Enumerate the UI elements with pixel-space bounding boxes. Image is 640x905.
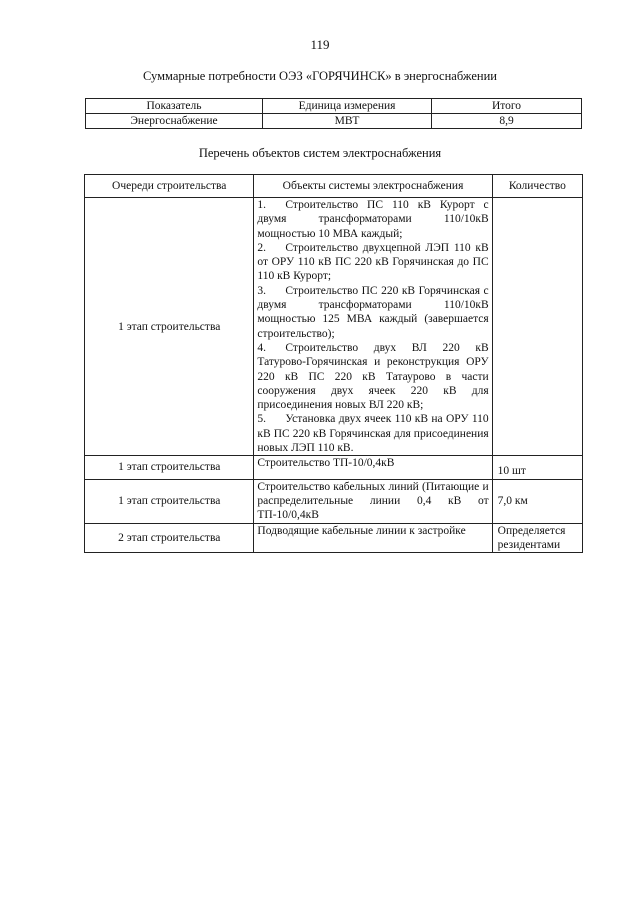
header-quantity: Количество [492, 175, 582, 198]
table-header-row [86, 99, 582, 114]
item-text: Строительство ПС 110 кВ Курорт с двумя трансформаторами 110/10кВ мощностью 10 МВА каждый; [257, 199, 489, 240]
stage-cell [85, 523, 254, 553]
cell-indicator: Энергоснабжение [86, 114, 263, 129]
list-item [257, 284, 488, 341]
stage-cell [85, 198, 254, 456]
item-text: Строительство двух ВЛ 220 кВ Татурово-Горячинская и реконструкция ОРУ 220 кВ ПС 220 кВ Татаурово в части сооружения двух ячеек 220 кВ для присоединения новых ВЛ 220 кВ; [257, 341, 489, 412]
table-row [86, 114, 582, 129]
objects-cell: Подводящие кабельные линии к застройке [254, 523, 492, 553]
objects-cell: Строительство кабельных линий (Питающие и распределительные линии 0,4 кВ от ТП-10/0,4кВ [254, 479, 492, 523]
stage-label: 2 этап строительства [118, 531, 221, 544]
cell-unit: МВТ [263, 114, 432, 129]
list-item [257, 412, 488, 455]
objects-cell: Строительство ТП-10/0,4кВ [254, 456, 492, 479]
item-text: Строительство ПС 220 кВ Горячинская с двумя трансформаторами 110/10кВ мощностью 125 МВА каждый (завершается строительство); [257, 284, 489, 340]
list-item [257, 241, 488, 284]
list-item [257, 341, 488, 412]
quantity-cell [492, 198, 582, 456]
stage-label: 1 этап строительства [118, 494, 221, 507]
header-indicator: Показатель [86, 99, 263, 114]
summary-heading: Суммарные потребности ОЭЗ «ГОРЯЧИНСК» в энергоснабжении [143, 69, 497, 83]
table-row [85, 456, 583, 479]
power-objects-table [84, 174, 583, 553]
table-header-row [85, 175, 583, 198]
cell-total: 8,9 [432, 114, 582, 129]
quantity-cell: Определяется резидентами [492, 523, 582, 553]
item-number: 1. [257, 199, 267, 211]
header-objects: Объекты системы электроснабжения [254, 175, 492, 198]
stage-cell [85, 479, 254, 523]
table-row [85, 198, 583, 456]
item-number: 3. [257, 284, 267, 297]
item-text: Установка двух ячеек 110 кВ на ОРУ 110 кВ ПС 220 кВ Горячинская для присоединения новых ЛЭП 110 кВ. [257, 413, 489, 455]
page-number: 119 [310, 37, 330, 52]
quantity-cell: 10 шт [492, 456, 582, 479]
header-total: Итого [432, 99, 582, 114]
table-row [85, 479, 583, 523]
objects-heading: Перечень объектов систем электроснабжения [198, 146, 442, 160]
stage-label: 1 этап строительства [118, 461, 221, 474]
item-number: 2. [257, 241, 267, 254]
energy-summary-table [85, 98, 582, 129]
table-row [85, 523, 583, 553]
objects-cell [254, 198, 492, 456]
stage-label: 1 этап строительства [118, 320, 221, 333]
item-number: 5. [257, 413, 267, 426]
header-unit: Единица измерения [263, 99, 432, 114]
item-number: 4. [257, 341, 267, 354]
list-item [257, 198, 488, 241]
header-stages: Очереди строительства [85, 175, 254, 198]
stage-cell [85, 456, 254, 479]
quantity-cell: 7,0 км [492, 479, 582, 523]
item-text: Строительство двухцепной ЛЭП 110 кВ от ОРУ 110 кВ ПС 220 кВ Горячинская до ПС 110 кВ Курорт; [257, 241, 489, 283]
